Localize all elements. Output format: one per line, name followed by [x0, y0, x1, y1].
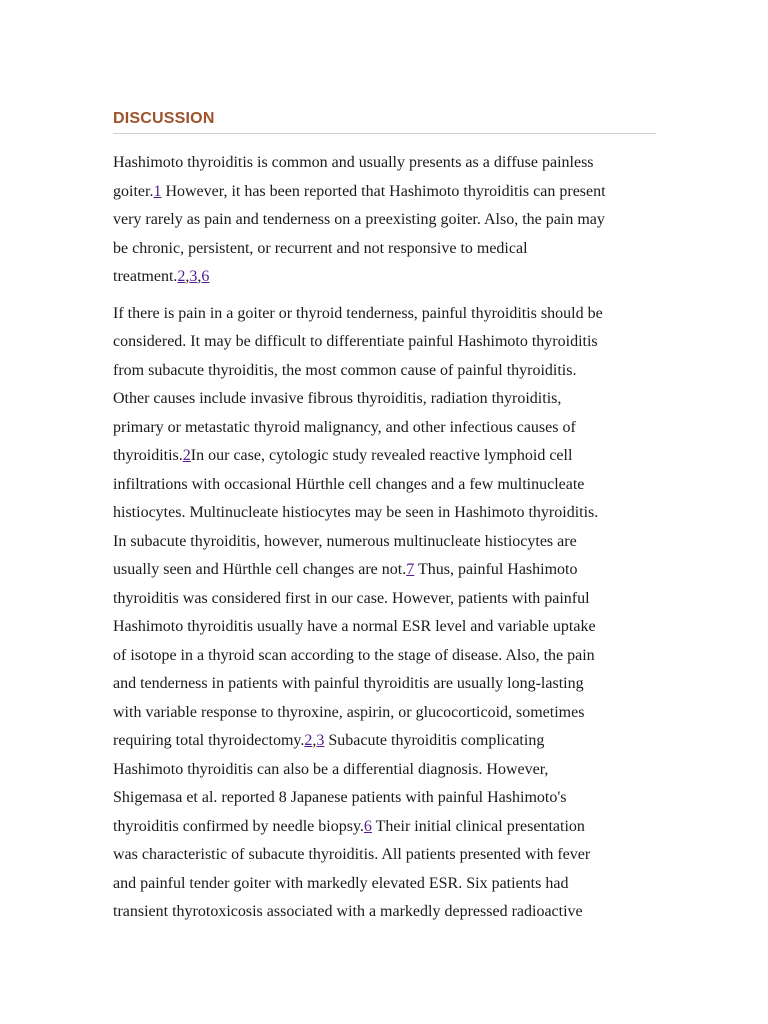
text-run: ,: [312, 732, 317, 749]
reference-link[interactable]: 6: [363, 817, 372, 835]
text-run: very rarely as pain and tenderness on a preexisting goiter. Also, the pain may: [113, 211, 605, 228]
text-line: [113, 385, 656, 414]
text-line: [113, 756, 656, 785]
text-run: with variable response to thyroxine, aspirin, or glucocorticoid, sometimes: [113, 703, 585, 721]
text-run: Their initial clinical presentation: [371, 817, 585, 835]
paragraphs-container: [113, 149, 656, 927]
reference-link[interactable]: 2: [177, 268, 186, 285]
text-run: thyroiditis was considered first in our case. However, patients with painful: [113, 589, 590, 607]
text-line: [113, 263, 656, 292]
text-run: be chronic, persistent, or recurrent and not responsive to medical: [113, 239, 528, 257]
text-line: [113, 813, 656, 842]
text-run: from subacute thyroiditis, the most common cause of painful thyroiditis.: [113, 361, 577, 379]
reference-link[interactable]: 1: [153, 182, 162, 200]
text-line: [113, 870, 656, 899]
text-run: considered. It may be difficult to differentiate painful Hashimoto thyroiditis: [113, 333, 598, 350]
text-line: [113, 613, 656, 642]
text-line: [113, 178, 656, 207]
reference-link[interactable]: 6: [201, 268, 210, 285]
text-run: ,: [197, 268, 202, 285]
text-run: However, it has been reported that Hashimoto thyroiditis can present: [161, 182, 606, 200]
text-line: [113, 642, 656, 671]
article-discussion-section: [113, 108, 656, 935]
text-run: Hashimoto thyroiditis can also be a differential diagnosis. However,: [113, 760, 549, 778]
text-line: [113, 499, 656, 528]
paragraph: [113, 300, 656, 927]
text-line: [113, 328, 656, 357]
text-run: If there is pain in a goiter or thyroid tenderness, painful thyroiditis should be: [113, 304, 603, 322]
text-run: Hashimoto thyroiditis usually have a normal ESR level and variable uptake: [113, 618, 596, 635]
text-run: and tenderness in patients with painful thyroiditis are usually long-lasting: [113, 675, 584, 692]
text-line: [113, 149, 656, 178]
text-run: Hashimoto thyroiditis is common and usually presents as a diffuse painless: [113, 154, 594, 171]
text-run: Shigemasa et al. reported 8 Japanese patients with painful Hashimoto's: [113, 789, 567, 806]
reference-link[interactable]: 2: [182, 447, 191, 464]
text-run: goiter.: [113, 182, 154, 200]
text-line: [113, 300, 656, 329]
text-run: treatment.: [113, 268, 178, 285]
text-run: Other causes include invasive fibrous thyroiditis, radiation thyroiditis,: [113, 390, 562, 407]
text-run: of isotope in a thyroid scan according to the stage of disease. Also, the pain: [113, 646, 595, 664]
text-line: [113, 556, 656, 585]
text-line: [113, 471, 656, 500]
text-run: primary or metastatic thyroid malignancy, and other infectious causes of: [113, 418, 576, 436]
text-line: [113, 585, 656, 614]
text-run: thyroiditis.: [113, 447, 183, 464]
text-run: In our case, cytologic study revealed reactive lymphoid cell: [190, 447, 573, 464]
text-run: and painful tender goiter with markedly elevated ESR. Six patients had: [113, 874, 569, 892]
text-run: Subacute thyroiditis complicating: [324, 732, 545, 749]
reference-link[interactable]: 3: [316, 732, 325, 749]
reference-link[interactable]: 3: [189, 268, 198, 285]
text-line: [113, 414, 656, 443]
section-heading: DISCUSSION: [113, 108, 656, 134]
text-line: [113, 206, 656, 235]
text-line: [113, 727, 656, 756]
reference-link[interactable]: 7: [406, 561, 415, 578]
text-run: ,: [185, 268, 190, 285]
reference-link[interactable]: 2: [304, 732, 313, 749]
text-line: [113, 235, 656, 264]
text-run: transient thyrotoxicosis associated with a markedly depressed radioactive: [113, 903, 583, 920]
text-run: was characteristic of subacute thyroiditis. All patients presented with fever: [113, 846, 591, 863]
text-line: [113, 357, 656, 386]
text-run: infiltrations with occasional Hürthle cell changes and a few multinucleate: [113, 475, 585, 493]
text-run: In subacute thyroiditis, however, numerous multinucleate histiocytes are: [113, 532, 577, 550]
text-run: histiocytes. Multinucleate histiocytes may be seen in Hashimoto thyroiditis.: [113, 504, 599, 521]
paragraph: [113, 149, 656, 292]
text-line: [113, 898, 656, 927]
text-run: requiring total thyroidectomy.: [113, 732, 305, 749]
text-line: [113, 699, 656, 728]
text-line: [113, 670, 656, 699]
text-line: [113, 528, 656, 557]
text-run: usually seen and Hürthle cell changes are not.: [113, 561, 407, 578]
text-line: [113, 442, 656, 471]
text-line: [113, 841, 656, 870]
text-run: Thus, painful Hashimoto: [414, 561, 578, 578]
text-run: thyroiditis confirmed by needle biopsy.: [113, 817, 364, 835]
text-line: [113, 784, 656, 813]
